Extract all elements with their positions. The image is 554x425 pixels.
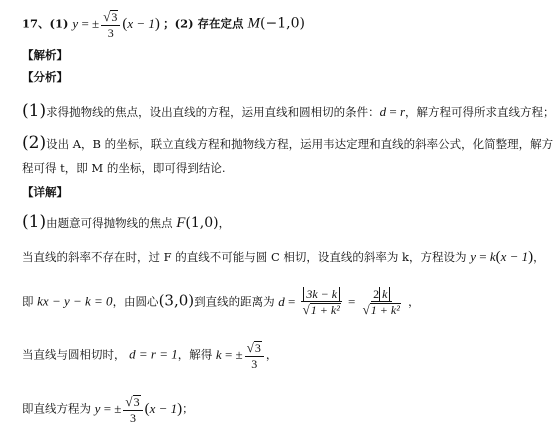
detail-line-1: (1)由题意可得抛物线的焦点 F(1,0)， [22,212,231,232]
tangent-condition: d = r = 1 [129,346,178,362]
point-F-coords: (1,0) [185,215,219,231]
line-equation: y = k(x − 1) [470,249,534,265]
distance-formula: d = 3k − k √ 1 + k² = 2 k √ 1 + k² [278,287,400,317]
final-line-equation: y = ± √ 3 3 (x − 1) [94,394,183,425]
section-jiexi: 【解析】 [22,48,68,62]
part1-label: (1) [49,16,69,31]
circle-center: (3,0) [158,291,195,310]
part2-text: ；(2) 存在定点 [163,16,244,31]
detail-line-3: 即 kx − y − k = 0，由圆心(3,0)到直线的距离为 d = 3k − k √ 1 + k² = 2 k √ 1 + k² ， [22,287,420,317]
question-number: 17、 [22,16,50,31]
point-F: F [176,215,186,231]
section-fenxi: 【分析】 [22,70,68,84]
answer-line-equation: y = ± √ 3 3 (x − 1) [72,9,160,41]
point-M-coords: (−1,0) [260,15,305,32]
detail-line-5: 即直线方程为 y = ± √ 3 3 (x − 1)； [22,394,194,425]
detail-line-4: 当直线与圆相切时， d = r = 1，解得 k = ± √ 3 3 ， [22,340,278,372]
fraction: √ 3 3 [101,10,120,39]
analysis-line-3: 程可得 t，即 M 的坐标，即可得到结论. [22,161,226,175]
point-M: M [247,15,261,32]
item-number: (2) [22,133,47,153]
analysis-line-1: (1)求得抛物线的焦点，设出直线的方程，运用直线和圆相切的条件：d = r，解方程可得所求直线方程； [22,101,554,121]
item-number: (1) [22,212,47,232]
answer-line [22,10,305,39]
item-number: (1) [22,101,47,121]
analysis-line-2: (2)设出 A，B 的坐标，联立直线方程和抛物线方程，运用韦达定理和直线的斜率公式，化简整理，解方 [22,133,554,153]
section-xiangjie: 【详解】 [22,185,68,199]
detail-line-2: 当直线的斜率不存在时，过 F 的直线不可能与圆 C 相切，设直线的斜率为 k，方程设为 y = k(x − 1)， [22,249,545,265]
slope-solution: k = ± √ 3 3 [216,347,266,362]
general-form-equation: kx − y − k = 0 [37,293,113,309]
